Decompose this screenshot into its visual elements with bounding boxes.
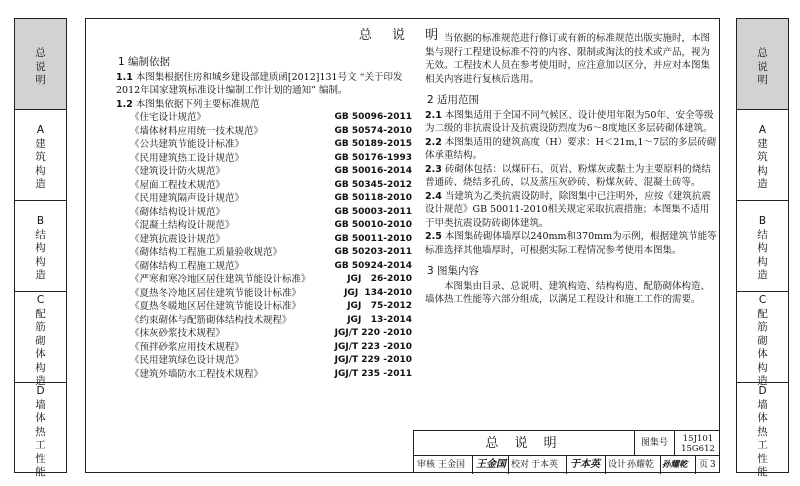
standard-row [116,138,412,152]
paragraph-number: 1.2 [116,98,133,110]
designer-name: 孙耀乾 [627,460,655,470]
section-2-heading: 2 适用范围 [427,94,480,106]
standard-code: GB 50176-1993 [334,152,412,163]
standard-row [116,260,412,274]
title-block-top-row [414,431,720,456]
left-sidebar-tabs [14,18,67,478]
standard-code: GB 50096-2011 [334,112,412,122]
checker-name: 于本英 [531,460,559,470]
tab-structural-construction[interactable] [737,201,788,292]
standard-code: GB 50924-2014 [334,260,412,271]
standard-code: JGJ 13-2014 [347,314,412,325]
standard-code: JGJ 26-2010 [347,274,412,284]
standard-name: 《砌体结构设计规范》 [130,206,226,218]
standard-code: GB 50574-2010 [334,125,412,136]
standard-row [116,368,412,382]
tab-label: C 配 筋 砌 体 构 造 [35,294,46,387]
right-column [425,32,717,307]
standard-name: 《砌体结构工程施工质量验收规范》 [130,247,283,258]
standard-code: GB 50203-2011 [334,247,412,257]
paragraph-text: 本图集砖砌体墙厚以240mm和370mm为示例，根据建筑节能等标准选择其他墙厚时，可根据实际工程情况参考使用本图集。 [425,231,717,256]
standard-row [116,206,412,220]
standard-row [116,179,412,193]
standard-name: 《砌体结构工程施工规范》 [130,260,245,272]
page-title: 总 说 明 [358,28,447,43]
title-block-title: 总 说 明 [414,431,635,456]
standard-row [116,219,412,233]
standard-row [116,273,412,287]
standard-name: 《民用建筑绿色设计规范》 [130,355,245,366]
standard-name: 《约束砌体与配筋砌体结构技术规程》 [130,314,292,326]
standard-row [116,246,412,260]
paragraph-2-2 [425,136,717,163]
page-number: 3 [710,460,716,470]
paragraph-number: 2.2 [425,136,442,148]
standard-code: GB 50345-2012 [334,179,412,190]
tab-label: 总 说 明 [757,47,768,86]
standard-name: 《屋面工程技术规范》 [130,179,226,191]
paragraph-text: 本图集适用于全国不同气候区、设计使用年限为50年、安全等级为二级的非抗震设计及抗震设防烈度为6～8度地区多层砖砌体建筑。 [425,109,714,134]
paragraph-number: 1.1 [116,71,133,83]
paragraph-1-1 [116,71,412,98]
paragraph-number: 2.3 [425,163,442,175]
standard-name: 《预拌砂浆应用技术规程》 [130,341,245,353]
atlas-code: 15J101 [682,434,714,444]
standard-row [116,327,412,341]
paragraph-text: 本图集依据下列主要标准规范 [132,98,260,110]
standard-name: 《夏热冬冷地区居住建筑节能设计标准》 [130,287,302,299]
title-block [413,430,720,473]
tab-label: D 墙 体 热 工 性 能 [35,385,46,478]
standard-row [116,192,412,206]
tab-label: D 墙 体 热 工 性 能 [757,385,768,478]
right-sidebar-tabs [736,18,789,478]
design-label: 设计 [608,460,627,470]
standard-code: GB 50189-2015 [334,139,412,149]
standard-row [116,152,412,166]
standard-row [116,341,412,355]
standard-name: 《严寒和寒冷地区居住建筑节能设计标准》 [130,274,311,285]
paragraph-3: 本图集由目录、总说明、建筑构造、结构构造、配筋砌体构造、墙体热工性能等六部分组成，以满足工程设计和施工工作的需要。 [425,280,711,305]
standard-code: JGJ/T 229 -2010 [334,355,412,365]
tab-label: 总 说 明 [35,47,46,86]
tab-general-notes[interactable] [737,19,788,110]
standard-code: GB 50118-2010 [334,193,412,203]
standard-row [116,125,412,139]
tab-wall-thermal[interactable] [737,383,788,478]
paragraph-1-2 [116,98,412,112]
tab-architectural-construction[interactable] [737,110,788,201]
standards-list [116,111,412,381]
reviewer-signature: 王金国 [476,459,506,470]
standard-row [116,287,412,301]
standard-name: 《公共建筑节能设计标准》 [130,139,245,150]
tab-label: B 结 构 构 造 [35,215,46,281]
standard-name: 《抹灰砂浆技术规程》 [130,328,226,339]
designer-signature: 孙耀乾 [662,460,688,470]
standard-code: JGJ 134-2010 [344,287,412,298]
tab-architectural-construction[interactable] [15,110,66,201]
standard-code: JGJ/T 235 -2011 [334,368,412,379]
section-1-heading: 1 编制依据 [118,56,171,68]
paragraph-number: 2.5 [425,231,442,242]
standard-name: 《建筑设计防火规范》 [130,166,226,177]
section-3-heading: 3 图集内容 [427,265,480,277]
check-label: 校对 [511,460,530,470]
standard-name: 《墙体材料应用统一技术规范》 [130,125,264,137]
tab-label: B 结 构 构 造 [757,215,768,281]
atlas-code: 15G612 [681,444,715,454]
standard-row [116,354,412,368]
paragraph-text: 本图集适用的建筑高度（H）要求：H＜21m,1～7层的多层砖砌体承重结构。 [425,136,717,161]
standard-code: JGJ 75-2012 [347,301,412,311]
standard-name: 《混凝土结构设计规范》 [130,220,235,231]
paragraph-2-3 [425,163,717,190]
standard-code: GB 50016-2014 [334,166,412,176]
review-label: 审核 [417,460,436,470]
standard-name: 《建筑外墙防水工程技术规程》 [130,368,264,380]
paragraph-2-4 [425,190,717,231]
standard-row [116,300,412,314]
tab-reinforced-masonry[interactable] [15,292,66,387]
atlas-numbers [675,434,721,454]
standard-row [116,111,412,125]
tab-general-notes[interactable] [15,19,66,110]
tab-label: A 建 筑 构 造 [757,124,768,190]
standard-name: 《住宅设计规范》 [130,112,207,123]
standard-name: 《建筑抗震设计规范》 [130,233,226,245]
standard-code: JGJ/T 220 -2010 [334,328,412,338]
tab-structural-construction[interactable] [15,201,66,292]
left-column [116,56,412,381]
standard-code: GB 50003-2011 [334,206,412,217]
standard-name: 《夏热冬暖地区居住建筑节能设计标准》 [130,301,302,312]
paragraph-text: 当建筑为乙类抗震设防时，除图集中已注明外，应按《建筑抗震设计规范》GB 50011-2010相关规定采取抗震措施；本图集不适用于甲类抗震设防砖砌体建筑。 [425,190,711,229]
paragraph-text: 本图集根据住房和城乡建设部建质函[2012]131号文 “关于印发2012年国家建筑标准设计编制工作计划的通知” 编制。 [116,71,403,96]
continuation-paragraph: 当依据的标准规范进行修订或有新的标准规范出版实施时，本图集与现行工程建设标准不符的内容、限制或淘汰的技术或产品，视为无效。工程技术人员在参考使用时，应注意加以区分，并应对本图集相关内容进行复核后选用。 [425,33,711,85]
paragraph-number: 2.1 [425,109,442,121]
paragraph-text: 砖砌体包括：以煤矸石、页岩、粉煤灰或黏土为主要原料的烧结普通砖、烧结多孔砖，以及蒸压灰砂砖、粉煤灰砖、混凝土砖等。 [425,163,711,188]
standard-name: 《民用建筑热工设计规范》 [130,152,245,164]
tab-label: A 建 筑 构 造 [35,124,46,190]
standard-code: GB 50010-2010 [334,220,412,230]
paragraph-2-1 [425,109,717,136]
title-block-signature-row [414,456,720,474]
standard-code: GB 50011-2010 [334,233,412,244]
tab-wall-thermal[interactable] [15,383,66,478]
standard-name: 《民用建筑隔声设计规范》 [130,193,245,204]
standard-row [116,314,412,328]
standard-code: JGJ/T 223 -2010 [334,341,412,352]
reviewer-name: 王金国 [438,460,466,470]
standard-row [116,165,412,179]
checker-signature: 于本英 [570,459,600,470]
atlas-number-label: 图集号 [635,431,675,456]
tab-label: C 配 筋 砌 体 构 造 [757,294,768,387]
paragraph-2-5 [425,230,717,257]
page-label: 页 [699,460,709,470]
standard-row [116,233,412,247]
paragraph-number: 2.4 [425,190,442,202]
tab-reinforced-masonry[interactable] [737,292,788,387]
